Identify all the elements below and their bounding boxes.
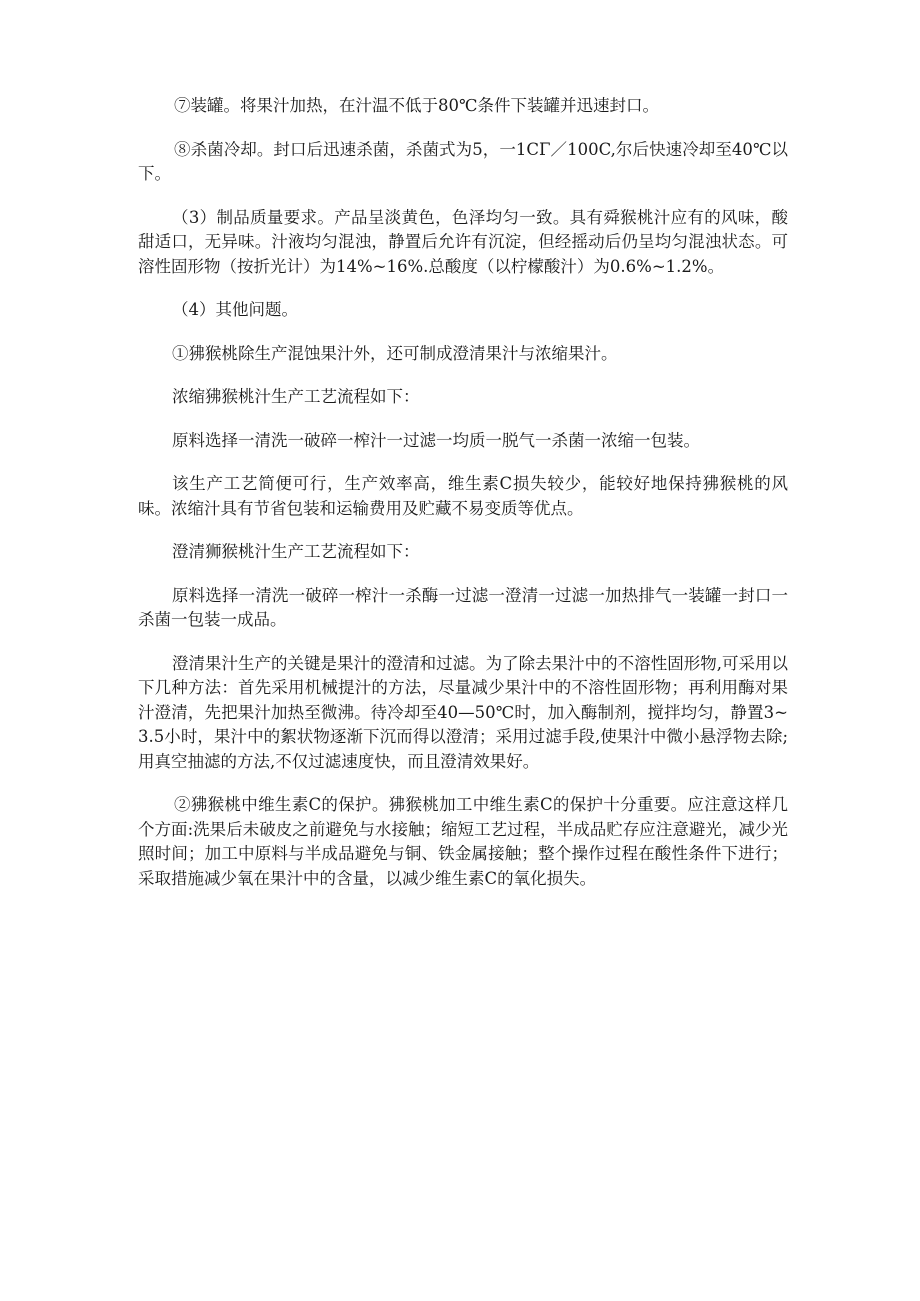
paragraph-clear-flow: 原料选择一清洗一破碎一榨汁一杀酶一过滤一澄清一过滤一加热排气一装罐一封口一杀菌一包装一成品。 xyxy=(138,585,788,629)
paragraph-concentrate-flow: 原料选择一清洗一破碎一榨汁一过滤一均质一脱气一杀菌一浓缩一包装。 xyxy=(172,430,700,450)
paragraph-canning: ⑦装罐。将果汁加热，在汁温不低于80℃条件下装罐并迅速封口。 xyxy=(174,96,659,115)
paragraph-other-issues-heading: （4）其他问题。 xyxy=(172,300,298,319)
paragraph-sterilize-cool: ⑧杀菌冷却。封口后迅速杀菌，杀菌式为5，一1CΓ／100C,尔后快速冷却至40℃以下。 xyxy=(138,139,788,183)
paragraph-quality-requirements: （3）制品质量要求。产品呈淡黄色，色泽均匀一致。具有舜猴桃汁应有的风味，酸甜适口，无异味。汁液均匀混浊，静置后允许有沉淀，但经摇动后仍呈均匀混浊状态。可溶性固形物（按折光计）为14%~16%.总酸度（以柠檬酸汁）为0.6%~1.2%。 xyxy=(138,207,788,276)
document-body xyxy=(138,94,788,910)
paragraph-clarification-methods: 澄清果汁生产的关键是果汁的澄清和过滤。为了除去果汁中的不溶性固形物,可采用以下几种方法：首先采用机械提汁的方法，尽量减少果汁中的不溶性固形物；再利用酶对果汁澄清，先把果汁加热至微沸。待冷却至40—50℃时，加入酶制剂，搅拌均匀，静置3~3.5小时，果汁中的絮状物逐渐下沉而得以澄清；采用过滤手段,使果汁中微小悬浮物去除;用真空抽滤的方法,不仅过滤速度快，而且澄清效果好。 xyxy=(138,653,788,771)
paragraph-vitamin-c-protection: ②狒猴桃中维生素C的保护。狒猴桃加工中维生素C的保护十分重要。应注意这样几个方面:洗果后未破皮之前避免与水接触；缩短工艺过程，半成品贮存应注意避光，减少光照时间；加工中原料与半成品避免与铜、铁金属接触；整个操作过程在酸性条件下进行；采取措施减少氧在果汁中的含量，以减少维生素C的氧化损失。 xyxy=(138,795,788,888)
paragraph-clear-flow-heading: 澄清狮猴桃汁生产工艺流程如下： xyxy=(172,542,420,561)
paragraph-concentrate-advantages: 该生产工艺简便可行，生产效率高，维生素C损失较少，能较好地保持狒猴桃的风味。浓缩汁具有节省包装和运输费用及贮藏不易变质等优点。 xyxy=(138,474,788,518)
paragraph-juice-types: ①狒猴桃除生产混蚀果汁外，还可制成澄清果汁与浓缩果汁。 xyxy=(172,343,618,363)
paragraph-concentrate-flow-heading: 浓缩狒猴桃汁生产工艺流程如下： xyxy=(172,387,420,406)
